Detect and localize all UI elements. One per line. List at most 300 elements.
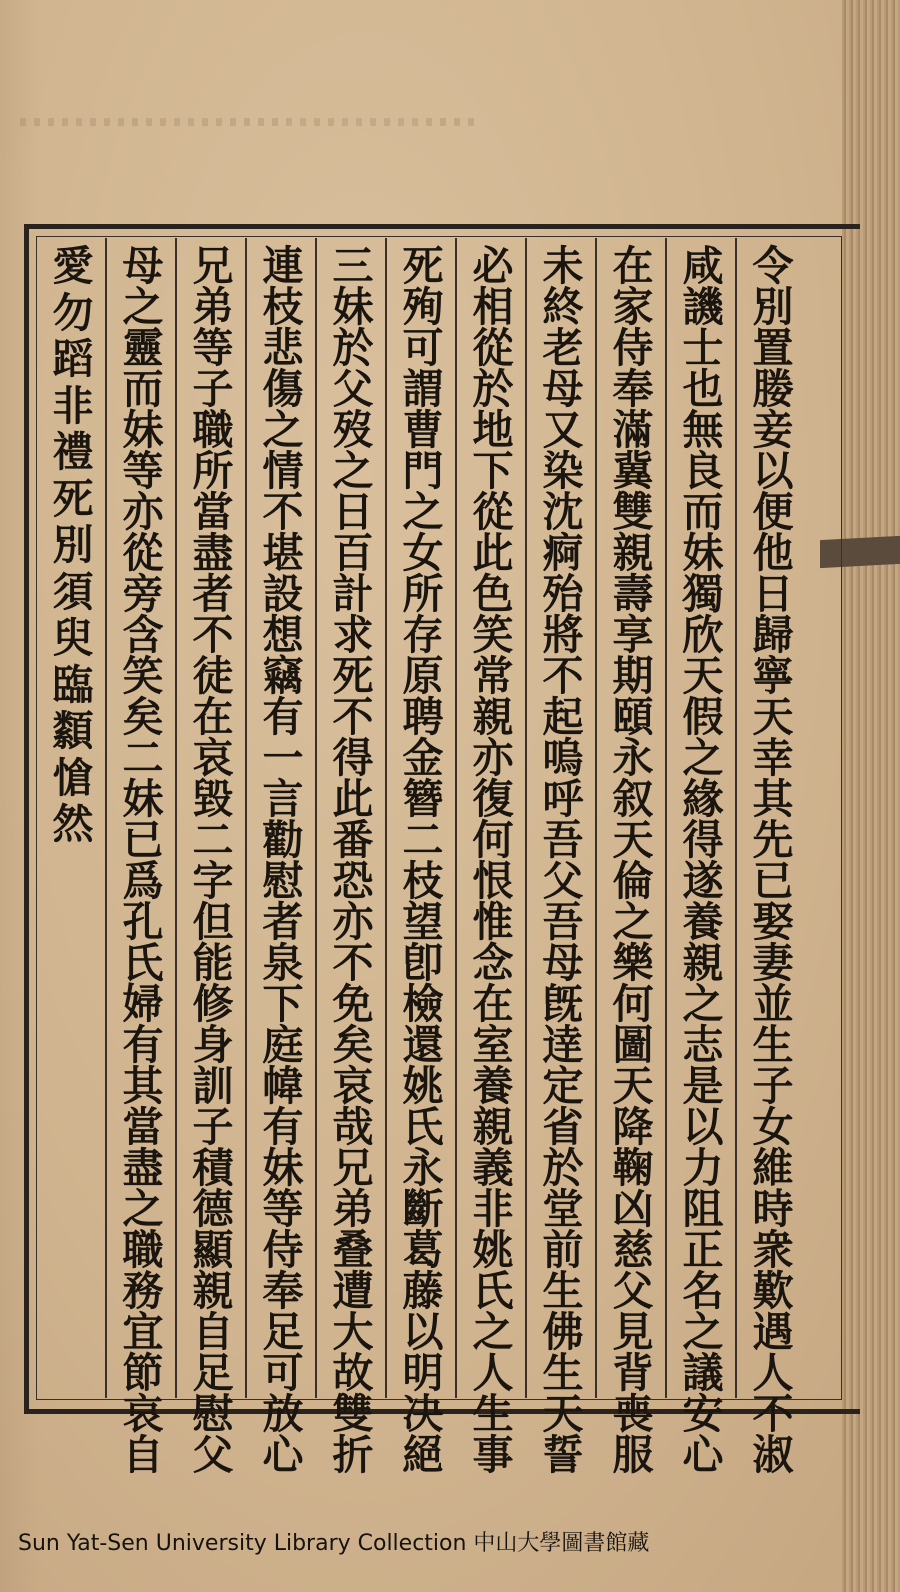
glyph: 傷 [262,365,304,413]
glyph: 等 [122,447,164,495]
glyph: 不 [262,488,304,536]
glyph: 放 [262,1390,304,1438]
glyph: 勸 [262,816,304,864]
glyph: 便 [752,488,794,536]
glyph: 圖 [612,1021,654,1069]
glyph: 起 [542,693,584,741]
glyph: 免 [332,980,374,1028]
glyph: 父 [332,365,374,413]
glyph: 折 [332,1431,374,1479]
glyph: 者 [192,570,234,618]
glyph: 事 [472,1431,514,1479]
glyph: 兄 [332,1144,374,1192]
glyph: 子 [192,365,234,413]
glyph: 又 [542,406,584,454]
glyph: 於 [332,324,374,372]
glyph: 冀 [612,447,654,495]
glyph: 可 [262,1349,304,1397]
glyph: 念 [472,939,514,987]
glyph: 氏 [472,1267,514,1315]
text-column-8 [256,242,310,1479]
glyph: 終 [542,283,584,331]
glyph: 假 [682,693,724,741]
glyph: 决 [402,1390,444,1438]
glyph: 妹 [262,1144,304,1192]
glyph: 色 [472,570,514,618]
glyph: 以 [752,447,794,495]
column-rule [175,238,177,1398]
glyph: 女 [402,529,444,577]
glyph: 節 [122,1349,164,1397]
glyph: 日 [332,488,374,536]
glyph: 等 [262,1185,304,1233]
glyph: 義 [472,1144,514,1192]
glyph: 其 [122,1062,164,1110]
glyph: 毀 [192,775,234,823]
glyph: 靈 [122,324,164,372]
glyph: 叙 [612,775,654,823]
glyph: 含 [122,611,164,659]
glyph: 泉 [262,939,304,987]
text-column-3 [606,242,660,1479]
text-column-9 [186,242,240,1479]
glyph: 奉 [262,1267,304,1315]
glyph: 慰 [192,1390,234,1438]
glyph: 奉 [612,365,654,413]
glyph: 明 [402,1349,444,1397]
glyph: 何 [612,980,654,1028]
glyph: 生 [542,1349,584,1397]
glyph: 不 [752,1390,794,1438]
glyph: 哀 [122,1390,164,1438]
glyph: 計 [332,570,374,618]
glyph: 絕 [402,1431,444,1479]
column-rule [735,238,737,1398]
glyph: 而 [682,488,724,536]
glyph: 將 [542,611,584,659]
glyph: 雙 [332,1390,374,1438]
glyph: 百 [332,529,374,577]
glyph: 望 [402,898,444,946]
text-column-2 [676,242,730,1479]
column-rule [595,238,597,1398]
glyph: 之 [122,1185,164,1233]
glyph: 倫 [612,857,654,905]
glyph: 令 [752,242,794,290]
glyph: 逹 [542,1021,584,1069]
glyph: 從 [472,324,514,372]
glyph: 哉 [332,1103,374,1151]
glyph: 叠 [332,1226,374,1274]
glyph: 不 [332,693,374,741]
glyph: 在 [192,693,234,741]
glyph: 矣 [122,693,164,741]
glyph: 定 [542,1062,584,1110]
glyph: 頤 [612,693,654,741]
glyph: 竊 [262,652,304,700]
glyph: 之 [262,406,304,454]
glyph: 幃 [262,1062,304,1110]
glyph: 盡 [192,529,234,577]
glyph: 父 [612,1267,654,1315]
glyph: 訓 [192,1062,234,1110]
glyph: 之 [682,980,724,1028]
glyph: 歿 [332,406,374,454]
glyph: 得 [332,734,374,782]
glyph: 士 [682,324,724,372]
glyph: 不 [332,939,374,987]
glyph: 親 [472,1103,514,1151]
glyph: 緣 [682,775,724,823]
glyph: 背 [612,1349,654,1397]
glyph: 妹 [332,283,374,331]
glyph: 藤 [402,1267,444,1315]
glyph: 天 [612,1062,654,1110]
glyph: 三 [332,242,374,290]
glyph: 父 [542,857,584,905]
glyph: 未 [542,242,584,290]
glyph: 枝 [262,283,304,331]
glyph: 之 [682,1308,724,1356]
glyph: 徒 [192,652,234,700]
glyph: 何 [472,816,514,864]
glyph: 氏 [122,939,164,987]
glyph: 並 [752,980,794,1028]
glyph: 殆 [542,570,584,618]
glyph: 當 [122,1103,164,1151]
glyph: 所 [192,447,234,495]
glyph: 此 [472,529,514,577]
column-rule [105,238,107,1398]
glyph: 下 [472,447,514,495]
glyph: 者 [262,898,304,946]
glyph: 妻 [752,939,794,987]
glyph: 染 [542,447,584,495]
glyph: 愴 [52,753,94,802]
glyph: 吾 [542,898,584,946]
glyph: 足 [192,1349,234,1397]
glyph: 字 [192,857,234,905]
glyph: 是 [682,1062,724,1110]
glyph: 妹 [682,529,724,577]
glyph: 不 [542,652,584,700]
glyph: 身 [192,1021,234,1069]
glyph: 斷 [402,1185,444,1233]
glyph: 不 [192,611,234,659]
glyph: 有 [262,1103,304,1151]
glyph: 志 [682,1021,724,1069]
glyph: 謂 [402,365,444,413]
glyph: 從 [122,529,164,577]
column-rule [385,238,387,1398]
glyph: 死 [332,652,374,700]
glyph: 沈 [542,488,584,536]
glyph: 姚 [402,1062,444,1110]
glyph: 勿 [52,288,94,337]
glyph: 故 [332,1349,374,1397]
glyph: 在 [612,242,654,290]
glyph: 蹈 [52,335,94,383]
glyph: 遂 [682,857,724,905]
glyph: 愛 [52,242,94,290]
glyph: 心 [682,1431,724,1479]
glyph: 職 [122,1226,164,1274]
glyph: 人 [752,1349,794,1397]
glyph: 媵 [752,365,794,413]
glyph: 先 [752,816,794,864]
glyph: 母 [542,939,584,987]
glyph: 呼 [542,775,584,823]
glyph: 還 [402,1021,444,1069]
glyph: 壽 [612,570,654,618]
glyph: 死 [52,474,94,523]
glyph: 得 [682,816,724,864]
glyph: 獨 [682,570,724,618]
glyph: 慈 [612,1226,654,1274]
glyph: 堪 [262,529,304,577]
glyph: 天 [682,652,724,700]
glyph: 幸 [752,734,794,782]
glyph: 氏 [402,1103,444,1151]
glyph: 淑 [752,1431,794,1479]
glyph: 歎 [752,1267,794,1315]
glyph: 欣 [682,611,724,659]
glyph: 之 [122,283,164,331]
column-rule [315,238,317,1398]
glyph: 之 [332,447,374,495]
glyph: 省 [542,1103,584,1151]
glyph: 天 [752,693,794,741]
text-column-6 [396,242,450,1479]
glyph: 殉 [402,283,444,331]
glyph: 曹 [402,406,444,454]
glyph: 遇 [752,1308,794,1356]
glyph: 女 [752,1103,794,1151]
glyph: 侍 [262,1226,304,1274]
glyph: 矣 [332,1021,374,1069]
glyph: 生 [752,1021,794,1069]
glyph: 家 [612,283,654,331]
glyph: 弟 [192,283,234,331]
glyph: 痾 [542,529,584,577]
glyph: 自 [192,1308,234,1356]
glyph: 常 [472,652,514,700]
glyph: 簪 [402,775,444,823]
glyph: 阻 [682,1185,724,1233]
glyph: 母 [122,242,164,290]
glyph: 咸 [682,242,724,290]
glyph: 議 [682,1349,724,1397]
glyph: 別 [752,283,794,331]
glyph: 妹 [122,406,164,454]
glyph: 盡 [122,1144,164,1192]
glyph: 之 [472,1308,514,1356]
glyph: 當 [192,488,234,536]
glyph: 以 [402,1308,444,1356]
glyph: 父 [192,1431,234,1479]
glyph: 纇 [52,707,94,755]
glyph: 子 [752,1062,794,1110]
glyph: 已 [122,816,164,864]
glyph: 死 [402,242,444,290]
glyph: 恨 [472,857,514,905]
glyph: 哀 [192,734,234,782]
glyph: 室 [472,1021,514,1069]
glyph: 子 [192,1103,234,1151]
glyph: 連 [262,242,304,290]
glyph: 顯 [192,1226,234,1274]
glyph: 門 [402,447,444,495]
glyph: 遭 [332,1267,374,1315]
glyph: 枝 [402,857,444,905]
glyph: 他 [752,529,794,577]
glyph: 生 [472,1390,514,1438]
glyph: 養 [682,898,724,946]
glyph: 喪 [612,1390,654,1438]
glyph: 兄 [192,242,234,290]
glyph: 有 [122,1021,164,1069]
column-rule [245,238,247,1398]
glyph: 雙 [612,488,654,536]
glyph: 婦 [122,980,164,1028]
glyph: 哀 [332,1062,374,1110]
glyph: 而 [122,365,164,413]
glyph: 聘 [402,693,444,741]
glyph: 亦 [332,898,374,946]
text-column-10 [116,242,170,1479]
glyph: 親 [682,939,724,987]
glyph: 存 [402,611,444,659]
glyph: 親 [612,529,654,577]
glyph: 親 [472,693,514,741]
glyph: 弟 [332,1185,374,1233]
glyph: 享 [612,611,654,659]
glyph: 亦 [472,734,514,782]
glyph: 一 [262,734,304,782]
glyph: 於 [542,1144,584,1192]
glyph: 安 [682,1390,724,1438]
glyph: 維 [752,1144,794,1192]
glyph: 吾 [542,816,584,864]
glyph: 此 [332,775,374,823]
text-column-4 [536,242,590,1479]
glyph: 恐 [332,857,374,905]
glyph: 良 [682,447,724,495]
glyph: 寧 [752,652,794,700]
glyph: 之 [612,898,654,946]
glyph: 從 [472,488,514,536]
glyph: 鞠 [612,1144,654,1192]
glyph: 然 [52,800,94,848]
glyph: 檢 [402,980,444,1028]
glyph: 務 [122,1267,164,1315]
glyph: 名 [682,1267,724,1315]
glyph: 別 [52,521,94,569]
glyph: 宜 [122,1308,164,1356]
glyph: 番 [332,816,374,864]
glyph: 必 [472,242,514,290]
column-rule [665,238,667,1398]
glyph: 永 [612,734,654,782]
glyph: 於 [472,365,514,413]
glyph: 二 [122,734,164,782]
collection-watermark: Sun Yat-Sen University Library Collection 中山大學圖書館藏 [18,1531,650,1556]
glyph: 時 [752,1185,794,1233]
glyph: 以 [682,1103,724,1151]
glyph: 足 [262,1308,304,1356]
glyph: 臨 [52,660,94,709]
glyph: 在 [472,980,514,1028]
glyph: 須 [52,567,94,616]
glyph: 能 [192,939,234,987]
glyph: 前 [542,1226,584,1274]
glyph: 衆 [752,1226,794,1274]
glyph: 設 [262,570,304,618]
glyph: 堂 [542,1185,584,1233]
glyph: 惟 [472,898,514,946]
glyph: 天 [612,816,654,864]
glyph: 也 [682,365,724,413]
glyph: 有 [262,693,304,741]
glyph: 無 [682,406,724,454]
glyph: 修 [192,980,234,1028]
glyph: 佛 [542,1308,584,1356]
glyph: 旣 [542,980,584,1028]
text-column-1 [746,242,800,1479]
glyph: 親 [192,1267,234,1315]
glyph: 非 [472,1185,514,1233]
glyph: 誓 [542,1431,584,1479]
glyph: 其 [752,775,794,823]
glyph: 降 [612,1103,654,1151]
glyph: 凶 [612,1185,654,1233]
glyph: 人 [472,1349,514,1397]
glyph: 言 [262,775,304,823]
glyph: 笑 [122,652,164,700]
glyph: 日 [752,570,794,618]
glyph: 求 [332,611,374,659]
glyph: 慰 [262,857,304,905]
glyph: 大 [332,1308,374,1356]
glyph: 下 [262,980,304,1028]
glyph: 職 [192,406,234,454]
glyph: 永 [402,1144,444,1192]
glyph: 期 [612,652,654,700]
glyph: 二 [192,816,234,864]
glyph: 亦 [122,488,164,536]
glyph: 想 [262,611,304,659]
glyph: 老 [542,324,584,372]
glyph: 庭 [262,1021,304,1069]
bleed-through-text [20,118,480,126]
text-column-5 [466,242,520,1479]
glyph: 母 [542,365,584,413]
glyph: 笑 [472,611,514,659]
glyph: 積 [192,1144,234,1192]
glyph: 卽 [402,939,444,987]
glyph: 置 [752,324,794,372]
glyph: 生 [542,1267,584,1315]
column-rule [455,238,457,1398]
glyph: 葛 [402,1226,444,1274]
glyph: 德 [192,1185,234,1233]
glyph: 爲 [122,857,164,905]
glyph: 復 [472,775,514,823]
column-rule [525,238,527,1398]
glyph: 娶 [752,898,794,946]
glyph: 侍 [612,324,654,372]
glyph: 歸 [752,611,794,659]
